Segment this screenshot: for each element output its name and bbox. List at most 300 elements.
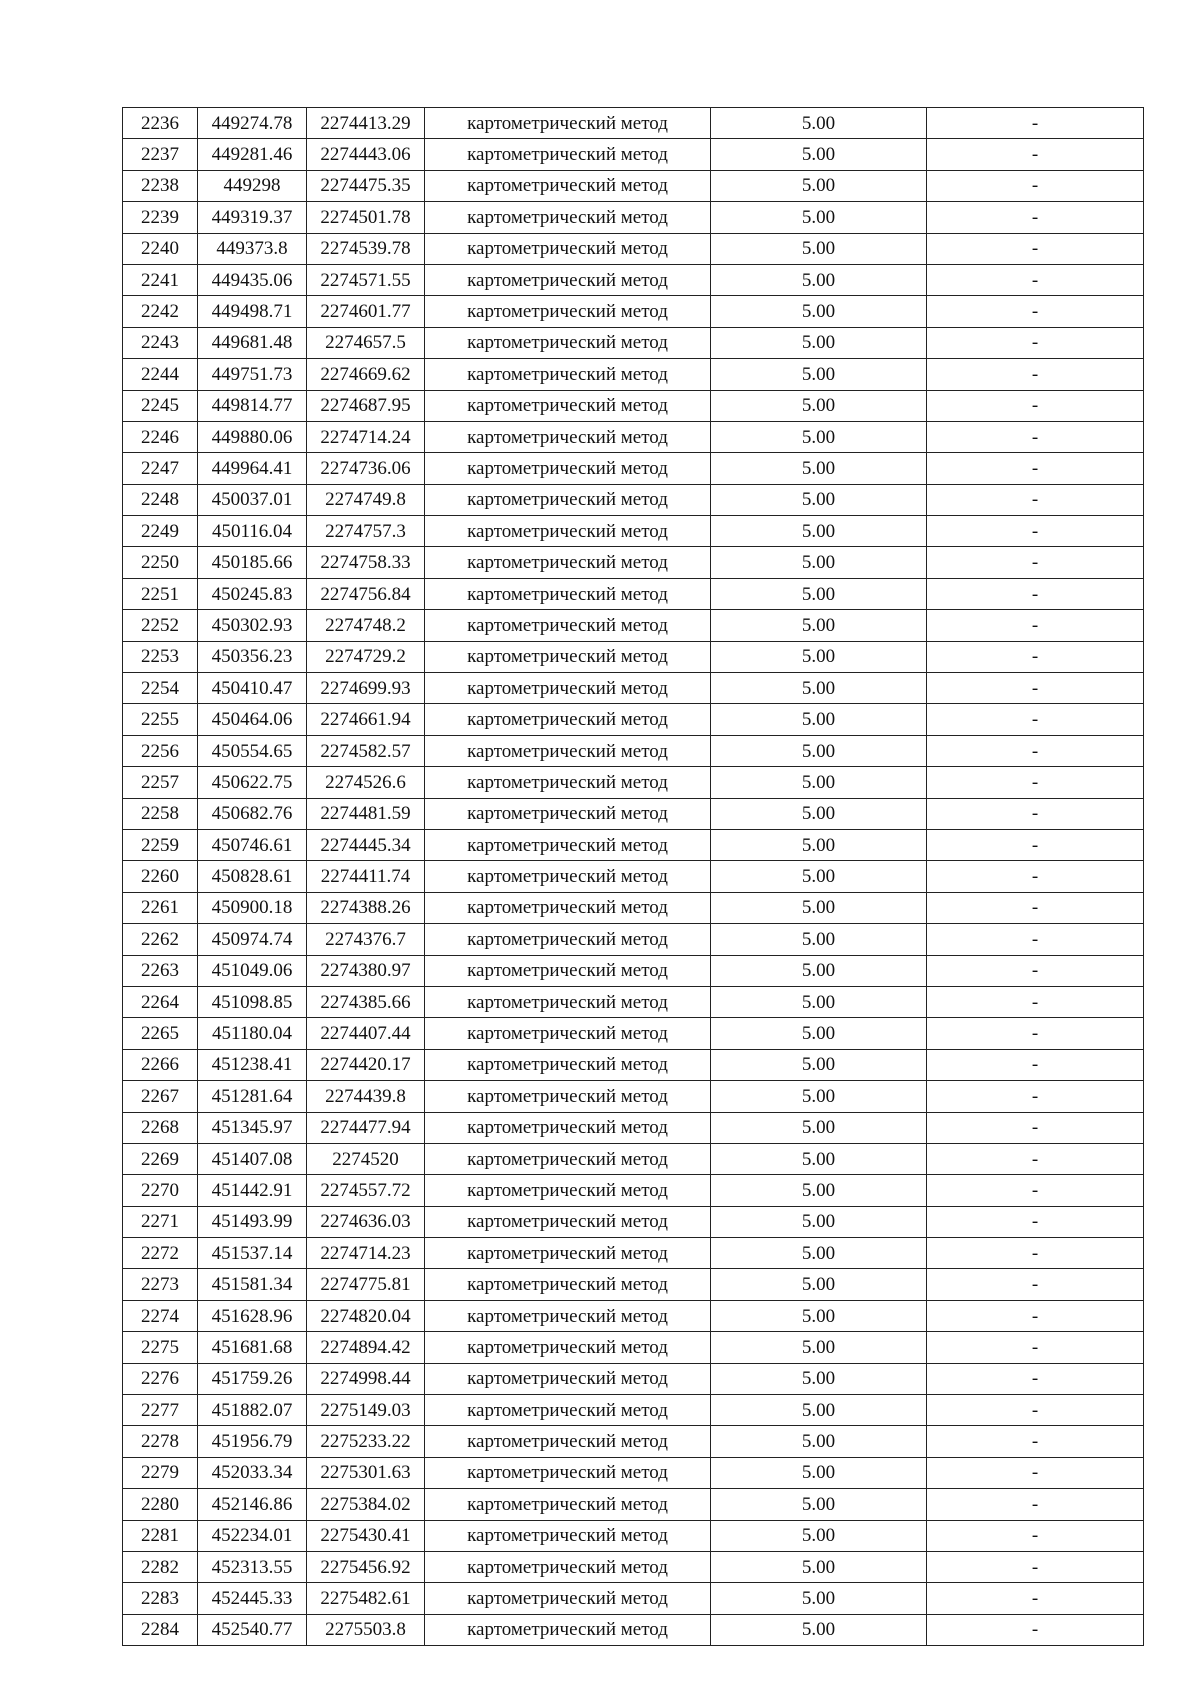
x-coordinate-cell: 451407.08: [198, 1143, 307, 1174]
x-coordinate-cell: 450828.61: [198, 861, 307, 892]
table-row: [123, 139, 1144, 170]
y-coordinate-cell: 2274687.95: [307, 390, 425, 421]
table-row: [123, 484, 1144, 515]
x-coordinate-cell: 450356.23: [198, 641, 307, 672]
note-cell: -: [927, 829, 1144, 860]
y-coordinate-cell: 2275149.03: [307, 1395, 425, 1426]
y-coordinate-cell: 2274756.84: [307, 578, 425, 609]
accuracy-cell: 5.00: [711, 829, 927, 860]
method-cell: картометрический метод: [425, 704, 711, 735]
accuracy-cell: 5.00: [711, 1457, 927, 1488]
point-number-cell: 2266: [123, 1049, 198, 1080]
y-coordinate-cell: 2275430.41: [307, 1520, 425, 1551]
note-cell: -: [927, 359, 1144, 390]
method-cell: картометрический метод: [425, 955, 711, 986]
accuracy-cell: 5.00: [711, 1049, 927, 1080]
note-cell: -: [927, 1426, 1144, 1457]
accuracy-cell: 5.00: [711, 641, 927, 672]
note-cell: -: [927, 296, 1144, 327]
point-number-cell: 2257: [123, 767, 198, 798]
note-cell: -: [927, 610, 1144, 641]
y-coordinate-cell: 2274445.34: [307, 829, 425, 860]
x-coordinate-cell: 451581.34: [198, 1269, 307, 1300]
x-coordinate-cell: 452445.33: [198, 1583, 307, 1614]
note-cell: -: [927, 484, 1144, 515]
x-coordinate-cell: 450464.06: [198, 704, 307, 735]
method-cell: картометрический метод: [425, 986, 711, 1017]
method-cell: картометрический метод: [425, 924, 711, 955]
x-coordinate-cell: 451442.91: [198, 1175, 307, 1206]
accuracy-cell: 5.00: [711, 1206, 927, 1237]
x-coordinate-cell: 449435.06: [198, 264, 307, 295]
accuracy-cell: 5.00: [711, 986, 927, 1017]
y-coordinate-cell: 2274477.94: [307, 1112, 425, 1143]
method-cell: картометрический метод: [425, 359, 711, 390]
point-number-cell: 2260: [123, 861, 198, 892]
point-number-cell: 2270: [123, 1175, 198, 1206]
x-coordinate-cell: 450116.04: [198, 516, 307, 547]
table-row: [123, 1489, 1144, 1520]
x-coordinate-cell: 449498.71: [198, 296, 307, 327]
method-cell: картометрический метод: [425, 1457, 711, 1488]
note-cell: -: [927, 641, 1144, 672]
table-row: [123, 1143, 1144, 1174]
point-number-cell: 2256: [123, 735, 198, 766]
accuracy-cell: 5.00: [711, 139, 927, 170]
accuracy-cell: 5.00: [711, 390, 927, 421]
accuracy-cell: 5.00: [711, 955, 927, 986]
note-cell: -: [927, 1332, 1144, 1363]
y-coordinate-cell: 2274669.62: [307, 359, 425, 390]
accuracy-cell: 5.00: [711, 1238, 927, 1269]
method-cell: картометрический метод: [425, 1049, 711, 1080]
x-coordinate-cell: 449274.78: [198, 108, 307, 139]
note-cell: -: [927, 453, 1144, 484]
x-coordinate-cell: 452540.77: [198, 1614, 307, 1645]
table-row: [123, 516, 1144, 547]
accuracy-cell: 5.00: [711, 484, 927, 515]
note-cell: -: [927, 1395, 1144, 1426]
point-number-cell: 2245: [123, 390, 198, 421]
note-cell: -: [927, 1206, 1144, 1237]
table-row: [123, 861, 1144, 892]
table-row: [123, 1614, 1144, 1645]
table-row: [123, 1520, 1144, 1551]
method-cell: картометрический метод: [425, 578, 711, 609]
note-cell: -: [927, 1018, 1144, 1049]
point-number-cell: 2277: [123, 1395, 198, 1426]
point-number-cell: 2261: [123, 892, 198, 923]
point-number-cell: 2284: [123, 1614, 198, 1645]
y-coordinate-cell: 2274407.44: [307, 1018, 425, 1049]
table-row: [123, 453, 1144, 484]
accuracy-cell: 5.00: [711, 735, 927, 766]
y-coordinate-cell: 2275301.63: [307, 1457, 425, 1488]
y-coordinate-cell: 2274582.57: [307, 735, 425, 766]
y-coordinate-cell: 2274601.77: [307, 296, 425, 327]
x-coordinate-cell: 451956.79: [198, 1426, 307, 1457]
x-coordinate-cell: 451281.64: [198, 1081, 307, 1112]
y-coordinate-cell: 2274388.26: [307, 892, 425, 923]
table-row: [123, 1332, 1144, 1363]
accuracy-cell: 5.00: [711, 1395, 927, 1426]
table-row: [123, 1426, 1144, 1457]
y-coordinate-cell: 2274714.23: [307, 1238, 425, 1269]
y-coordinate-cell: 2274998.44: [307, 1363, 425, 1394]
point-number-cell: 2265: [123, 1018, 198, 1049]
y-coordinate-cell: 2274748.2: [307, 610, 425, 641]
note-cell: -: [927, 139, 1144, 170]
y-coordinate-cell: 2274520: [307, 1143, 425, 1174]
method-cell: картометрический метод: [425, 516, 711, 547]
note-cell: -: [927, 578, 1144, 609]
accuracy-cell: 5.00: [711, 1081, 927, 1112]
method-cell: картометрический метод: [425, 1395, 711, 1426]
note-cell: -: [927, 704, 1144, 735]
y-coordinate-cell: 2274736.06: [307, 453, 425, 484]
note-cell: -: [927, 1143, 1144, 1174]
accuracy-cell: 5.00: [711, 108, 927, 139]
point-number-cell: 2255: [123, 704, 198, 735]
accuracy-cell: 5.00: [711, 892, 927, 923]
point-number-cell: 2241: [123, 264, 198, 295]
note-cell: -: [927, 798, 1144, 829]
method-cell: картометрический метод: [425, 1269, 711, 1300]
table-row: [123, 421, 1144, 452]
table-row: [123, 1583, 1144, 1614]
y-coordinate-cell: 2274749.8: [307, 484, 425, 515]
note-cell: -: [927, 1300, 1144, 1331]
method-cell: картометрический метод: [425, 1300, 711, 1331]
accuracy-cell: 5.00: [711, 1363, 927, 1394]
x-coordinate-cell: 449373.8: [198, 233, 307, 264]
point-number-cell: 2283: [123, 1583, 198, 1614]
point-number-cell: 2243: [123, 327, 198, 358]
x-coordinate-cell: 450682.76: [198, 798, 307, 829]
accuracy-cell: 5.00: [711, 296, 927, 327]
point-number-cell: 2258: [123, 798, 198, 829]
note-cell: -: [927, 1520, 1144, 1551]
note-cell: -: [927, 421, 1144, 452]
method-cell: картометрический метод: [425, 892, 711, 923]
note-cell: -: [927, 892, 1144, 923]
x-coordinate-cell: 450245.83: [198, 578, 307, 609]
method-cell: картометрический метод: [425, 139, 711, 170]
x-coordinate-cell: 451882.07: [198, 1395, 307, 1426]
y-coordinate-cell: 2275384.02: [307, 1489, 425, 1520]
table-row: [123, 1175, 1144, 1206]
table-row: [123, 1112, 1144, 1143]
method-cell: картометрический метод: [425, 1489, 711, 1520]
note-cell: -: [927, 673, 1144, 704]
y-coordinate-cell: 2274571.55: [307, 264, 425, 295]
x-coordinate-cell: 450185.66: [198, 547, 307, 578]
method-cell: картометрический метод: [425, 233, 711, 264]
point-number-cell: 2244: [123, 359, 198, 390]
y-coordinate-cell: 2274501.78: [307, 202, 425, 233]
accuracy-cell: 5.00: [711, 1300, 927, 1331]
x-coordinate-cell: 451681.68: [198, 1332, 307, 1363]
note-cell: -: [927, 986, 1144, 1017]
method-cell: картометрический метод: [425, 1332, 711, 1363]
y-coordinate-cell: 2274385.66: [307, 986, 425, 1017]
method-cell: картометрический метод: [425, 1614, 711, 1645]
y-coordinate-cell: 2274380.97: [307, 955, 425, 986]
table-row: [123, 735, 1144, 766]
x-coordinate-cell: 449964.41: [198, 453, 307, 484]
y-coordinate-cell: 2274636.03: [307, 1206, 425, 1237]
point-number-cell: 2279: [123, 1457, 198, 1488]
x-coordinate-cell: 451180.04: [198, 1018, 307, 1049]
table-row: [123, 264, 1144, 295]
method-cell: картометрический метод: [425, 547, 711, 578]
table-row: [123, 1457, 1144, 1488]
y-coordinate-cell: 2274729.2: [307, 641, 425, 672]
method-cell: картометрический метод: [425, 1206, 711, 1237]
x-coordinate-cell: 450746.61: [198, 829, 307, 860]
y-coordinate-cell: 2274475.35: [307, 170, 425, 201]
method-cell: картометрический метод: [425, 296, 711, 327]
x-coordinate-cell: 452234.01: [198, 1520, 307, 1551]
table-row: [123, 578, 1144, 609]
x-coordinate-cell: 449319.37: [198, 202, 307, 233]
accuracy-cell: 5.00: [711, 1018, 927, 1049]
method-cell: картометрический метод: [425, 484, 711, 515]
point-number-cell: 2281: [123, 1520, 198, 1551]
table-row: [123, 1049, 1144, 1080]
accuracy-cell: 5.00: [711, 1614, 927, 1645]
note-cell: -: [927, 1614, 1144, 1645]
y-coordinate-cell: 2274699.93: [307, 673, 425, 704]
accuracy-cell: 5.00: [711, 924, 927, 955]
note-cell: -: [927, 1551, 1144, 1582]
accuracy-cell: 5.00: [711, 359, 927, 390]
x-coordinate-cell: 450037.01: [198, 484, 307, 515]
y-coordinate-cell: 2274443.06: [307, 139, 425, 170]
y-coordinate-cell: 2275503.8: [307, 1614, 425, 1645]
y-coordinate-cell: 2274481.59: [307, 798, 425, 829]
x-coordinate-cell: 452146.86: [198, 1489, 307, 1520]
table-row: [123, 610, 1144, 641]
x-coordinate-cell: 450622.75: [198, 767, 307, 798]
point-number-cell: 2263: [123, 955, 198, 986]
table-row: [123, 767, 1144, 798]
point-number-cell: 2272: [123, 1238, 198, 1269]
method-cell: картометрический метод: [425, 421, 711, 452]
method-cell: картометрический метод: [425, 1112, 711, 1143]
note-cell: -: [927, 108, 1144, 139]
y-coordinate-cell: 2274411.74: [307, 861, 425, 892]
table-row: [123, 390, 1144, 421]
point-number-cell: 2239: [123, 202, 198, 233]
accuracy-cell: 5.00: [711, 516, 927, 547]
y-coordinate-cell: 2274775.81: [307, 1269, 425, 1300]
note-cell: -: [927, 202, 1144, 233]
accuracy-cell: 5.00: [711, 673, 927, 704]
point-number-cell: 2250: [123, 547, 198, 578]
table-row: [123, 1395, 1144, 1426]
accuracy-cell: 5.00: [711, 861, 927, 892]
y-coordinate-cell: 2275233.22: [307, 1426, 425, 1457]
method-cell: картометрический метод: [425, 390, 711, 421]
note-cell: -: [927, 1238, 1144, 1269]
y-coordinate-cell: 2274758.33: [307, 547, 425, 578]
accuracy-cell: 5.00: [711, 610, 927, 641]
method-cell: картометрический метод: [425, 673, 711, 704]
point-number-cell: 2252: [123, 610, 198, 641]
y-coordinate-cell: 2274661.94: [307, 704, 425, 735]
table-body: [123, 108, 1144, 1646]
method-cell: картометрический метод: [425, 327, 711, 358]
note-cell: -: [927, 1049, 1144, 1080]
point-number-cell: 2273: [123, 1269, 198, 1300]
accuracy-cell: 5.00: [711, 264, 927, 295]
note-cell: -: [927, 233, 1144, 264]
note-cell: -: [927, 1583, 1144, 1614]
table-row: [123, 359, 1144, 390]
x-coordinate-cell: 451493.99: [198, 1206, 307, 1237]
point-number-cell: 2240: [123, 233, 198, 264]
accuracy-cell: 5.00: [711, 767, 927, 798]
y-coordinate-cell: 2275456.92: [307, 1551, 425, 1582]
x-coordinate-cell: 451628.96: [198, 1300, 307, 1331]
table-row: [123, 924, 1144, 955]
table-row: [123, 170, 1144, 201]
point-number-cell: 2237: [123, 139, 198, 170]
table-row: [123, 1238, 1144, 1269]
point-number-cell: 2271: [123, 1206, 198, 1237]
x-coordinate-cell: 451098.85: [198, 986, 307, 1017]
method-cell: картометрический метод: [425, 861, 711, 892]
table-row: [123, 1081, 1144, 1112]
x-coordinate-cell: 450410.47: [198, 673, 307, 704]
method-cell: картометрический метод: [425, 735, 711, 766]
accuracy-cell: 5.00: [711, 1551, 927, 1582]
point-number-cell: 2251: [123, 578, 198, 609]
accuracy-cell: 5.00: [711, 1583, 927, 1614]
x-coordinate-cell: 452033.34: [198, 1457, 307, 1488]
note-cell: -: [927, 390, 1144, 421]
note-cell: -: [927, 955, 1144, 986]
x-coordinate-cell: 451759.26: [198, 1363, 307, 1394]
table-row: [123, 955, 1144, 986]
point-number-cell: 2259: [123, 829, 198, 860]
method-cell: картометрический метод: [425, 798, 711, 829]
point-number-cell: 2248: [123, 484, 198, 515]
point-number-cell: 2247: [123, 453, 198, 484]
note-cell: -: [927, 1175, 1144, 1206]
accuracy-cell: 5.00: [711, 1520, 927, 1551]
table-row: [123, 233, 1144, 264]
method-cell: картометрический метод: [425, 1583, 711, 1614]
point-number-cell: 2267: [123, 1081, 198, 1112]
point-number-cell: 2268: [123, 1112, 198, 1143]
note-cell: -: [927, 861, 1144, 892]
point-number-cell: 2275: [123, 1332, 198, 1363]
method-cell: картометрический метод: [425, 1520, 711, 1551]
note-cell: -: [927, 1363, 1144, 1394]
method-cell: картометрический метод: [425, 108, 711, 139]
note-cell: -: [927, 1269, 1144, 1300]
coordinates-table: [122, 107, 1144, 1646]
point-number-cell: 2269: [123, 1143, 198, 1174]
note-cell: -: [927, 327, 1144, 358]
x-coordinate-cell: 450974.74: [198, 924, 307, 955]
point-number-cell: 2274: [123, 1300, 198, 1331]
table-row: [123, 829, 1144, 860]
table-row: [123, 1206, 1144, 1237]
y-coordinate-cell: 2274539.78: [307, 233, 425, 264]
accuracy-cell: 5.00: [711, 1143, 927, 1174]
method-cell: картометрический метод: [425, 202, 711, 233]
accuracy-cell: 5.00: [711, 1426, 927, 1457]
note-cell: -: [927, 1489, 1144, 1520]
y-coordinate-cell: 2275482.61: [307, 1583, 425, 1614]
note-cell: -: [927, 924, 1144, 955]
note-cell: -: [927, 1112, 1144, 1143]
y-coordinate-cell: 2274413.29: [307, 108, 425, 139]
accuracy-cell: 5.00: [711, 202, 927, 233]
x-coordinate-cell: 449281.46: [198, 139, 307, 170]
accuracy-cell: 5.00: [711, 547, 927, 578]
x-coordinate-cell: 450554.65: [198, 735, 307, 766]
accuracy-cell: 5.00: [711, 327, 927, 358]
accuracy-cell: 5.00: [711, 798, 927, 829]
note-cell: -: [927, 735, 1144, 766]
x-coordinate-cell: 449880.06: [198, 421, 307, 452]
note-cell: -: [927, 1457, 1144, 1488]
y-coordinate-cell: 2274894.42: [307, 1332, 425, 1363]
table-row: [123, 1300, 1144, 1331]
method-cell: картометрический метод: [425, 1081, 711, 1112]
method-cell: картометрический метод: [425, 1426, 711, 1457]
method-cell: картометрический метод: [425, 1551, 711, 1582]
y-coordinate-cell: 2274376.7: [307, 924, 425, 955]
method-cell: картометрический метод: [425, 170, 711, 201]
y-coordinate-cell: 2274526.6: [307, 767, 425, 798]
note-cell: -: [927, 516, 1144, 547]
method-cell: картометрический метод: [425, 264, 711, 295]
accuracy-cell: 5.00: [711, 170, 927, 201]
method-cell: картометрический метод: [425, 1238, 711, 1269]
table-row: [123, 1018, 1144, 1049]
x-coordinate-cell: 449298: [198, 170, 307, 201]
table-row: [123, 1269, 1144, 1300]
point-number-cell: 2282: [123, 1551, 198, 1582]
point-number-cell: 2264: [123, 986, 198, 1017]
table-row: [123, 1363, 1144, 1394]
table-row: [123, 108, 1144, 139]
x-coordinate-cell: 451345.97: [198, 1112, 307, 1143]
note-cell: -: [927, 264, 1144, 295]
method-cell: картометрический метод: [425, 829, 711, 860]
point-number-cell: 2249: [123, 516, 198, 547]
note-cell: -: [927, 1081, 1144, 1112]
table-row: [123, 547, 1144, 578]
method-cell: картометрический метод: [425, 1175, 711, 1206]
point-number-cell: 2246: [123, 421, 198, 452]
accuracy-cell: 5.00: [711, 1332, 927, 1363]
accuracy-cell: 5.00: [711, 1112, 927, 1143]
x-coordinate-cell: 450302.93: [198, 610, 307, 641]
point-number-cell: 2238: [123, 170, 198, 201]
accuracy-cell: 5.00: [711, 1175, 927, 1206]
y-coordinate-cell: 2274657.5: [307, 327, 425, 358]
table-row: [123, 296, 1144, 327]
method-cell: картометрический метод: [425, 1143, 711, 1174]
x-coordinate-cell: 449681.48: [198, 327, 307, 358]
note-cell: -: [927, 547, 1144, 578]
